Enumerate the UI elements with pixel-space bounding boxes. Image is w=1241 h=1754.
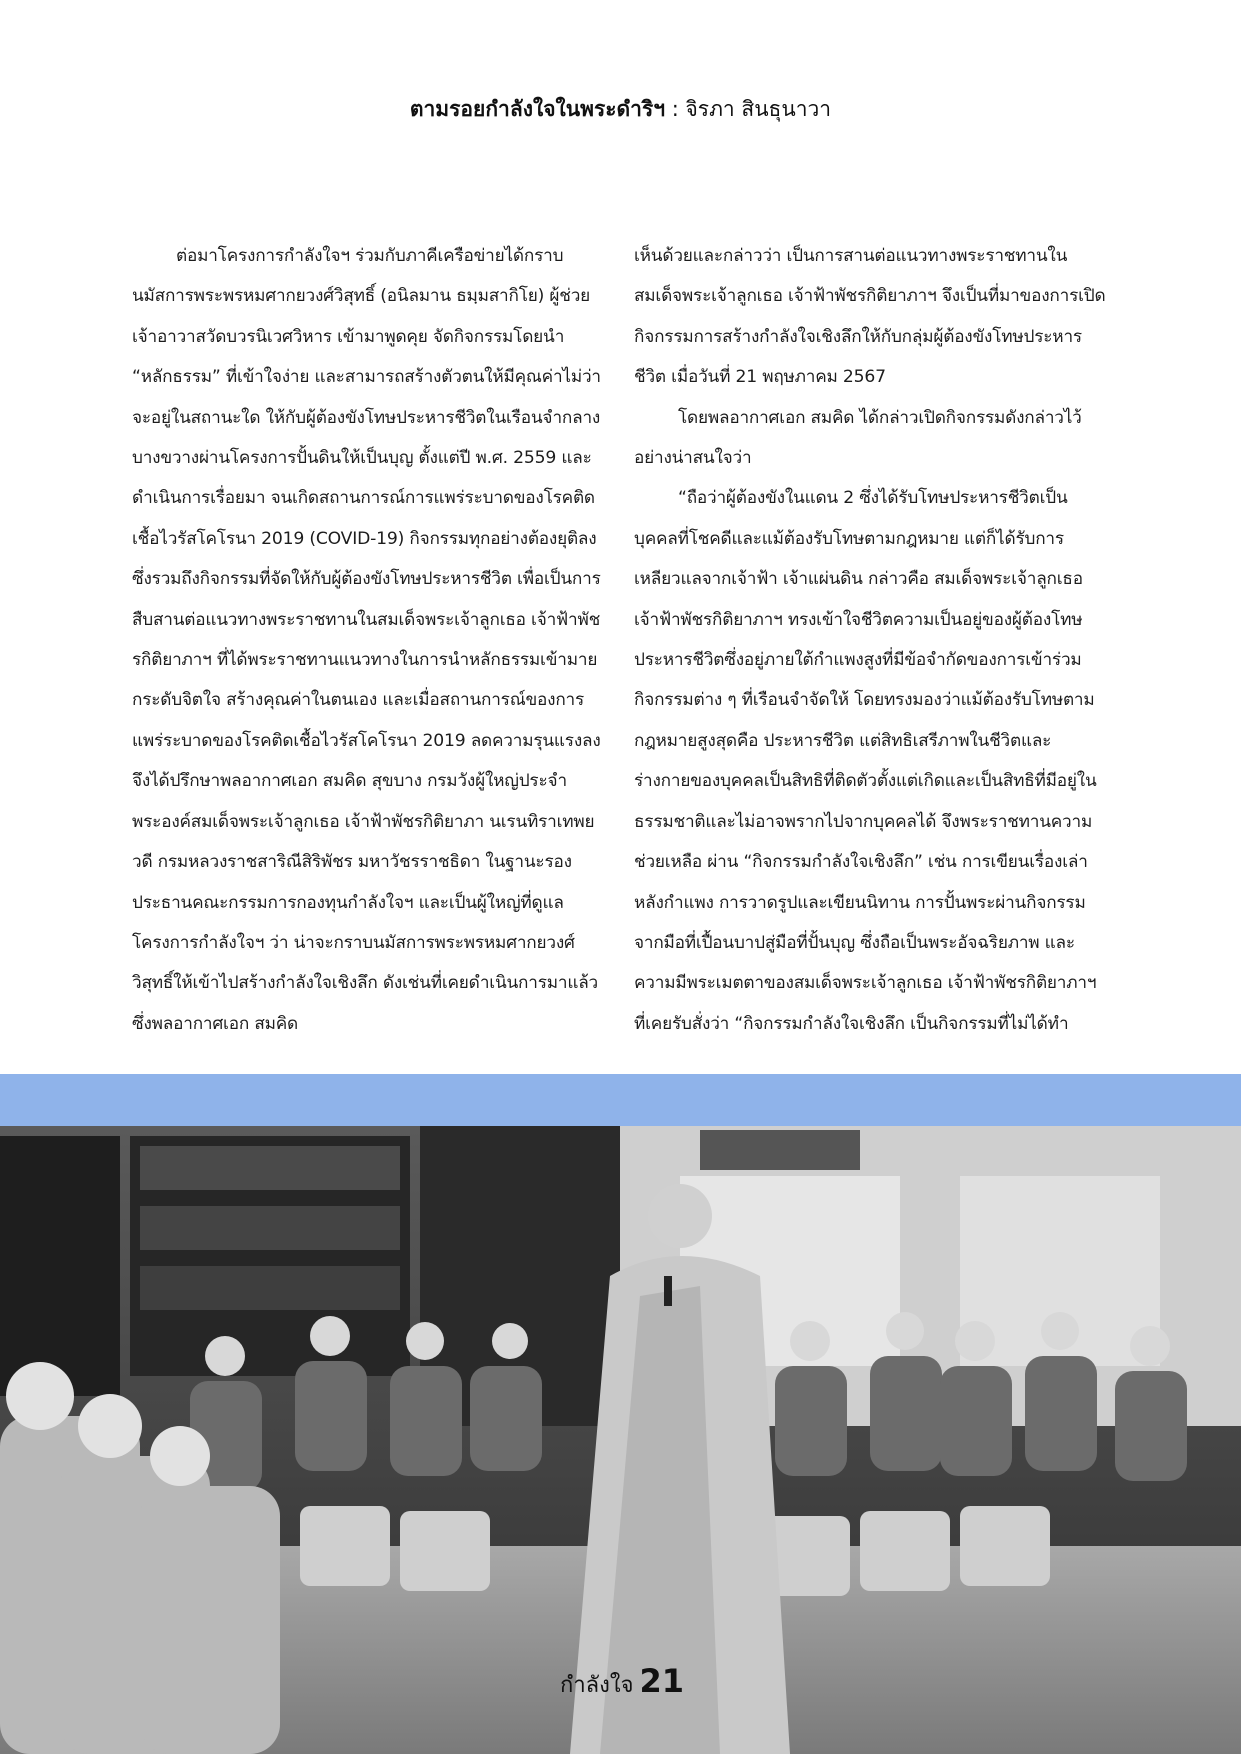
- air-conditioner: [700, 1130, 860, 1170]
- left-column: [132, 236, 604, 1044]
- author-name: จิรภา สินธุนาวา: [685, 97, 832, 121]
- photo-illustration: [0, 1126, 1241, 1754]
- running-header: [0, 94, 1241, 124]
- page-folio: [560, 1662, 684, 1708]
- series-title: ตามรอยกำลังใจในพระดำริฯ: [409, 97, 666, 121]
- dark-cabinet: [0, 1136, 120, 1396]
- body-paragraph: เห็นด้วยและกล่าวว่า เป็นการสานต่อแนวทางพระราชทานในสมเด็จพระเจ้าลูกเธอ เจ้าฟ้าพัชรกิติยาภาฯ จึงเป็นที่มาของการเปิดกิจกรรมการสร้างกำลังใจเชิงลึกให้กับกลุ่มผู้ต้องขังโทษประหารชีวิต เมื่อวันที่ 21 พฤษภาคม 2567: [634, 246, 1106, 388]
- page-number: 21: [639, 1662, 685, 1700]
- body-paragraph: ต่อมาโครงการกำลังใจฯ ร่วมกับภาคีเครือข่ายได้กราบนมัสการพระพรหมศากยวงศ์วิสุทธิ์ (อนิลมาน ธมฺมสากิโย) ผู้ช่วยเจ้าอาวาสวัดบวรนิเวศวิหาร เข้ามาพูดคุย จัดกิจกรรมโดยนำ “หลักธรรม” ที่เข้าใจง่าย และสามารถสร้างตัวตนให้มีคุณค่าไม่ว่าจะอยู่ในสถานะใด ให้กับผู้ต้องขังโทษประหารชีวิตในเรือนจำกลางบางขวางผ่านโครงการปั้นดินให้เป็นบุญ ตั้งแต่ปี พ.ศ. 2559 และดำเนินการเรื่อยมา จนเกิดสถานการณ์การแพร่ระบาดของโรคติดเชื้อไวรัสโคโรนา 2019 (COVID-19) กิจกรรมทุกอย่างต้องยุติลงซึ่งรวมถึงกิจกรรมที่จัดให้กับผู้ต้องขังโทษประหารชีวิต เพื่อเป็นการสืบสานต่อแนวทางพระราชทานในสมเด็จพระเจ้าลูกเธอ เจ้าฟ้าพัชรกิติยาภาฯ ที่ได้พระราชทานแนวทางในการนำหลักธรรมเข้ามายกระดับจิตใจ สร้างคุณค่าในตนเอง และเมื่อสถานการณ์ของการแพร่ระบาดของโรคติดเชื้อไวรัสโคโรนา 2019 ลดความรุนแรงลง จึงได้ปรึกษาพลอากาศเอก สมคิด สุขบาง กรมวังผู้ใหญ่ประจำพระองค์สมเด็จพระเจ้าลูกเธอ เจ้าฟ้าพัชรกิติยาภา นเรนทิราเทพยวดี กรมหลวงราชสาริณีสิริพัชร มหาวัชรราชธิดา ในฐานะรองประธานคณะกรรมการกองทุนกำลังใจฯ และเป็นผู้ใหญ่ที่ดูแลโครงการกำลังใจฯ ว่า น่าจะกราบนมัสการพระพรหมศากยวงศ์วิสุทธิ์ให้เข้าไปสร้างกำลังใจเชิงลึก ดังเช่นที่เคยดำเนินการมาแล้ว ซึ่งพลอากาศเอก สมคิด: [132, 246, 601, 1034]
- blue-accent-band: [0, 1074, 1241, 1126]
- header-separator: :: [665, 97, 686, 121]
- right-column: [634, 236, 1106, 1044]
- magazine-name: กำลังใจ: [560, 1673, 634, 1698]
- event-photo: [0, 1126, 1241, 1754]
- body-paragraph: “ถือว่าผู้ต้องขังในแดน 2 ซึ่งได้รับโทษประหารชีวิตเป็นบุคคลที่โชคดีและแม้ต้องรับโทษตามกฎหมาย แต่ก็ได้รับการเหลียวแลจากเจ้าฟ้า เจ้าแผ่นดิน กล่าวคือ สมเด็จพระเจ้าลูกเธอ เจ้าฟ้าพัชรกิติยาภาฯ ทรงเข้าใจชีวิตความเป็นอยู่ของผู้ต้องโทษประหารชีวิตซึ่งอยู่ภายใต้กำแพงสูงที่มีข้อจำกัดของการเข้าร่วมกิจกรรมต่าง ๆ ที่เรือนจำจัดให้ โดยทรงมองว่าแม้ต้องรับโทษตามกฎหมายสูงสุดคือ ประหารชีวิต แต่สิทธิเสรีภาพในชีวิตและร่างกายของบุคคลเป็นสิทธิที่ติดตัวตั้งแต่เกิดและเป็นสิทธิที่มีอยู่ในธรรมชาติและไม่อาจพรากไปจากบุคคลได้ จึงพระราชทานความช่วยเหลือ ผ่าน “กิจกรรมกำลังใจเชิงลึก” เช่น การเขียนเรื่องเล่าหลังกำแพง การวาดรูปและเขียนนิทาน การปั้นพระผ่านกิจกรรม จากมือที่เปื้อนบาปสู่มือที่ปั้นบุญ ซึ่งถือเป็นพระอัจฉริยภาพ และความมีพระเมตตาของสมเด็จพระเจ้าลูกเธอ เจ้าฟ้าพัชรกิติยาภาฯ ที่เคยรับสั่งว่า “กิจกรรมกำลังใจเชิงลึก เป็นกิจกรรมที่ไม่ได้ทำ: [634, 488, 1097, 1034]
- microphone: [664, 1276, 672, 1306]
- body-paragraph: โดยพลอากาศเอก สมคิด ได้กล่าวเปิดกิจกรรมดังกล่าวไว้อย่างน่าสนใจว่า: [634, 407, 1082, 469]
